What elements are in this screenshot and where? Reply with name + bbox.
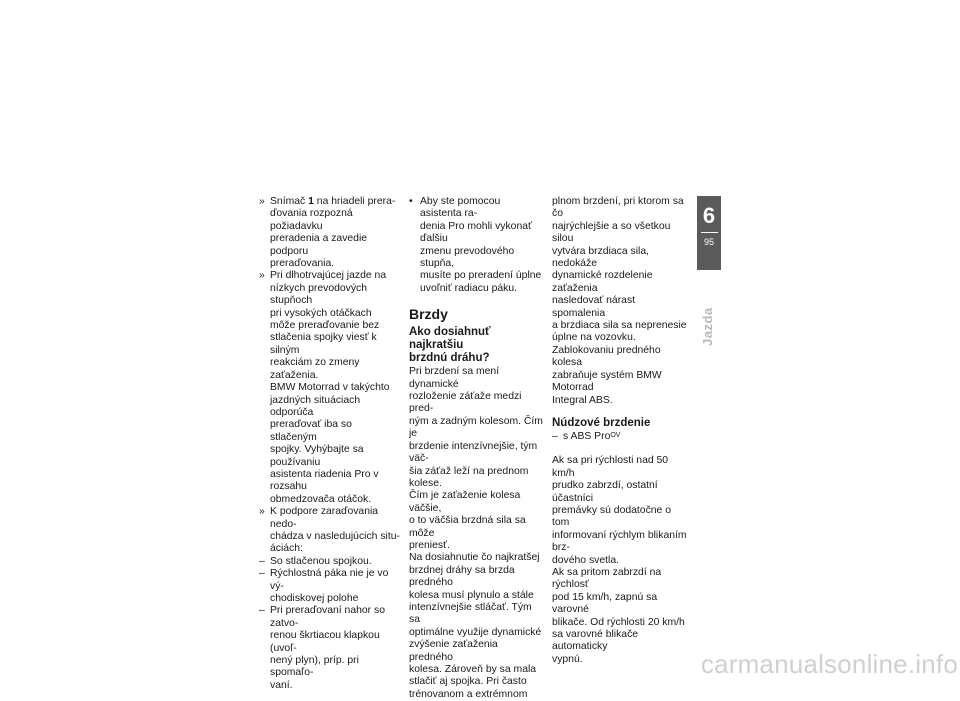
list-item-text: spojky. Vyhýbajte sa používaniu [270, 444, 364, 468]
list-marker: » [259, 506, 265, 518]
option-text: s ABS Pro$^{OV}$ [563, 430, 621, 442]
bullet-text: uvoľniť radiacu páku. [420, 282, 518, 294]
page-number: 95 [703, 237, 714, 247]
list-item-text: áciách: [270, 543, 303, 555]
subheading-emergency-braking: Núdzové brzdenie [552, 416, 651, 429]
chapter-tab [697, 196, 721, 270]
list-item-text: renou škrtiacou klapkou (uvoľ- [270, 630, 380, 654]
list-item-text: chádza v nasledujúcich situ- [270, 530, 400, 542]
subheading-shortest-braking: Ako dosiahnuť najkratšiu brzdnú dráhu? [409, 326, 491, 365]
list-item [259, 196, 401, 270]
list-item-text: preradenia a zavedie podporu [270, 233, 368, 257]
list-marker: » [259, 270, 265, 282]
section-label: Jazda [700, 307, 715, 346]
list-item-text: asistenta riadenia Pro v rozsahu [270, 468, 379, 493]
list-item-text: vaní. [270, 679, 293, 691]
list-item-text: So stlačenou spojkou. [270, 555, 372, 567]
list-marker: – [259, 568, 265, 580]
list-item-text: chodiskovej polohe [270, 593, 359, 604]
bullet-marker: • [409, 196, 413, 207]
list-item-text: jazdných situáciach odporúča [270, 394, 361, 418]
list-item-text: reakciám zo zmeny zaťaženia. [270, 357, 360, 381]
list-marker: – [259, 555, 265, 567]
list-item-text: Snímač 1 na hriadeli prera- [270, 196, 396, 207]
bullet-item [409, 196, 544, 295]
paragraph-emergency: Ak sa pri rýchlosti nad 50 km/h prudko zabrzdí, ostatní účastníci premávky sú dodatočne o tom informovaní rýchlym blikaním brz- dového svetla. Ak sa pritom zabrzdí na rýchlosť pod 15 km/h, zapnú sa varovné blikače. Od rýchlosti 20 km/h sa varovné blikače automaticky vypnú. [552, 455, 687, 665]
column-right [552, 196, 688, 666]
column-left [259, 196, 401, 692]
section-heading-brakes: Brzdy [409, 306, 448, 323]
chapter-number: 6 [702, 203, 716, 228]
list-item-text: Rýchlostná páka nie je vo vý- [270, 568, 389, 592]
list-item-text: preraďovania. [270, 258, 335, 270]
tab-divider [701, 232, 718, 233]
paragraph-abs: plnom brzdení, pri ktorom sa čo najrýchlejšie a so všetkou silou vytvára brzdiaca sila, nedokáže dynamické rozdelenie zaťaženia nasledovať nárast spomalenia a brzdiaca sila sa neprenesie úplne na vozovku. Zablokovaniu predného kolesa zabraňuje systém BMW Motorrad Integral ABS. [552, 196, 687, 406]
list-marker: » [259, 196, 265, 207]
option-item [552, 431, 688, 443]
list-item-text: nízkych prevodových stupňoch [270, 282, 368, 307]
spacer [552, 443, 688, 455]
list-item-text: K podpore zaraďovania nedo- [270, 506, 379, 530]
list-item-text: Pri preraďovaní nahor so zatvo- [270, 605, 385, 629]
bullet-text: Aby ste pomocou asistenta ra- [420, 196, 501, 220]
list-item-text: nený plyn), príp. pri spomaľo- [270, 655, 359, 679]
list-item-text: pri vysokých otáčkach [270, 307, 372, 319]
bullet-text: musíte po preradení úplne [420, 270, 542, 282]
list-item-text: stlačenia spojky viesť k silným [270, 332, 377, 356]
paragraph-braking: Pri brzdení sa mení dynamické rozloženie záťaže medzi pred- ným a zadným kolesom. Čím je brzdenie intenzívnejšie, tým väč- šia záťaž leží na prednom kolese. Čím je zaťaženie kolesa väčšie, o to väčšia brzdná sila sa môže preniesť. Na dosiahnutie čo najkratšej brzdnej dráhy sa brzda predného kolesa musí plynulo a stále intenzívnejšie stláčať. Tým sa optimálne využije dynamické zvýšenie zaťaženia predného kolesa. Zároveň by sa mala stlačiť aj spojka. Pri často trénovanom a extrémnom [409, 366, 543, 700]
list-item [259, 270, 401, 506]
list-item [259, 605, 401, 692]
list-item [259, 556, 401, 568]
option-superscript: OV [610, 431, 621, 439]
reference-number: 1 [308, 196, 314, 207]
dash-marker: – [552, 430, 558, 442]
list-item [259, 568, 401, 605]
watermark: carmanualsonline.info [700, 649, 958, 679]
list-item-text: Pri dlhotrvajúcej jazde na [270, 270, 387, 282]
list-marker: – [259, 605, 265, 617]
list-item [259, 506, 401, 556]
bullet-text: zmenu prevodového stupňa, [420, 245, 515, 270]
list-item-text: BMW Motorrad v takýchto [270, 382, 390, 394]
list-item-text: môže preraďovanie bez [270, 320, 380, 332]
list-item-text: obmedzovača otáčok. [270, 493, 372, 505]
list-item-text: ďovania rozpozná požiadavku [270, 208, 353, 232]
column-middle [409, 196, 544, 701]
bullet-text: denia Pro mohli vykonať ďalšiu [420, 220, 532, 245]
list-item-text: preraďovať iba so stlačeným [270, 419, 352, 443]
